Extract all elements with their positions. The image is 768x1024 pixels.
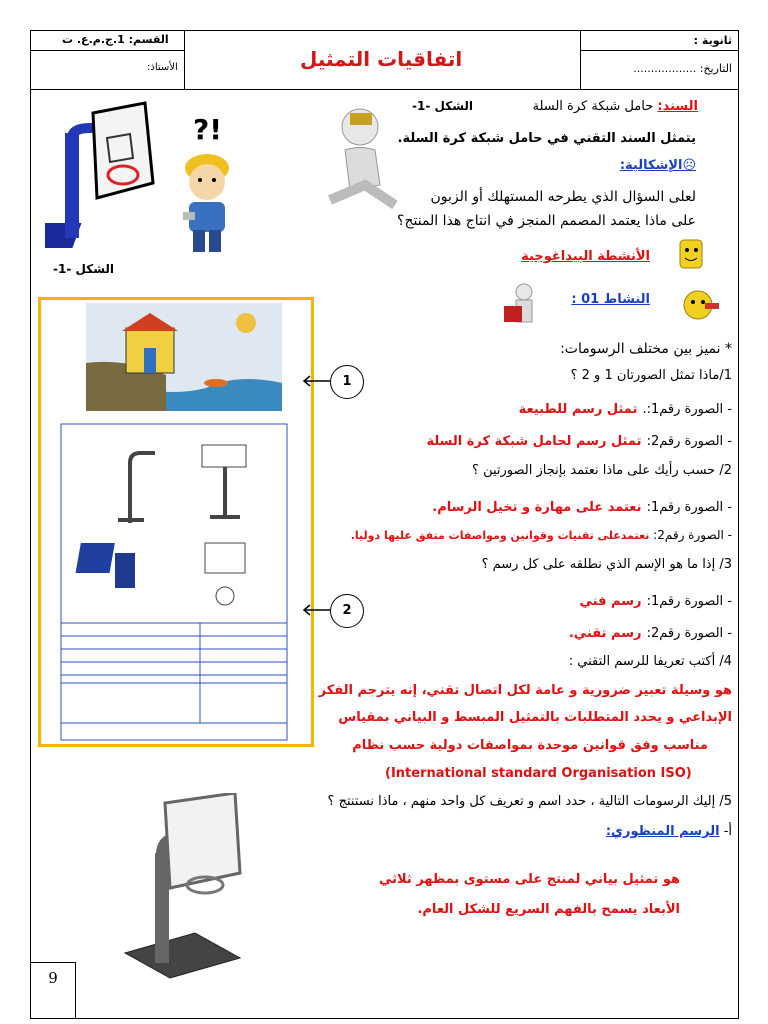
activity-1-label: النشاط 01 : xyxy=(571,292,650,307)
problem-line-2: على ماذا يعتمد المصمم المنجز في انتاج هذا المنتج؟ xyxy=(397,213,696,229)
item-a-label: أ- xyxy=(723,824,732,839)
page-number: 9 xyxy=(30,962,76,1019)
q3-answer-2 xyxy=(569,622,732,641)
question-3: 3/ إذا ما هو الإسم الذي نطلقه على كل رسم ؟ xyxy=(481,557,732,572)
q2-answer-1 xyxy=(432,496,732,515)
figure-1-ref: الشكل -1- xyxy=(412,99,474,113)
reading-figure-icon xyxy=(498,282,544,332)
sanad-label: السند: xyxy=(657,99,698,114)
perspective-def-2: الأبعاد يسمح بالفهم السريع للشكل العام. xyxy=(417,902,680,917)
pencil-character-icon xyxy=(672,236,712,274)
sanad-line xyxy=(532,99,698,114)
question-4: 4/ أكتب تعريفا للرسم التقني : xyxy=(568,654,732,669)
q1-img2-answer: تمثل رسم لحامل شبكة كرة السلة xyxy=(426,434,642,449)
date-label: التاريخ: .................. xyxy=(633,62,732,75)
q3-img2-label: - الصورة رقم2: xyxy=(646,626,732,641)
q1-img1-answer: تمثل رسم للطبيعة xyxy=(518,402,638,417)
definition-line-4: (International standard Organisation ISO) xyxy=(385,766,692,781)
nature-drawing-image xyxy=(86,303,282,411)
item-a-title: الرسم المنظوري: xyxy=(605,824,720,839)
q1-img2-label: - الصورة رقم2: xyxy=(646,434,732,449)
worker-character-icon xyxy=(175,150,245,260)
definition-line-1: هو وسيلة تعبير ضرورية و عامة لكل اتصال تقني، إنه يترجم الفكر xyxy=(318,683,732,698)
definition-line-3: مناسب وفق قوانين موحدة بمواصفات دولية حسب نظام xyxy=(352,738,708,753)
perspective-stand-image xyxy=(110,793,250,983)
problem-line-1: لعلى السؤال الذي يطرحه المستهلك أو الزبون xyxy=(430,189,696,205)
arrow-left-icon-2 xyxy=(300,602,332,618)
q2-img2-answer: نعتمدعلى تقنيات وقوانين ومواصفات متفق عليها دوليا. xyxy=(350,529,650,542)
page-title: اتفاقيات التمثيل xyxy=(300,47,463,71)
q1-answer-1 xyxy=(519,398,732,417)
arrow-left-icon xyxy=(300,373,332,389)
q1-answer-2 xyxy=(426,430,732,449)
teacher-label: الأستاذ: xyxy=(147,62,178,73)
figure-marker-2: 2 xyxy=(330,594,364,628)
q2-img2-label: - الصورة رقم2: xyxy=(653,528,732,542)
q1-img1-label: - الصورة رقم1:. xyxy=(642,402,732,417)
q2-img1-label: - الصورة رقم1: xyxy=(646,500,732,515)
q3-answer-1 xyxy=(580,590,733,609)
technical-drawing-image xyxy=(60,423,288,743)
section-label: القسم: 1.ج.م.ع. ت xyxy=(62,33,169,46)
figure-1-caption: الشكل -1- xyxy=(53,262,115,276)
definition-line-2: الإبداعي و يحدد المتطلبات بالتمثيل المبسط و البياني بمقياس xyxy=(338,710,732,725)
basketball-stand-illustration xyxy=(45,98,165,263)
question-5: 5/ إليك الرسومات التالية ، حدد اسم و تعريف كل واحد منهم ، ماذا نستنتج ؟ xyxy=(327,794,732,809)
activities-title: الأنشطة البيداغوجية xyxy=(521,249,650,264)
pencil-character-icon-2 xyxy=(680,285,720,323)
question-2: 2/ حسب رأيك على ماذا نعتمد بإنجاز الصورتين ؟ xyxy=(472,463,732,478)
school-label: ثانوية : xyxy=(693,34,732,47)
intro-statement: يتمثل السند التقني في حامل شبكة كرة السلة. xyxy=(397,131,696,146)
think-mark: !? xyxy=(193,113,223,146)
q3-img1-answer: رسم فني xyxy=(579,594,642,609)
question-1: 1/ماذا تمثل الصورتان 1 و 2 ؟ xyxy=(570,368,732,383)
q3-img2-answer: رسم تقني. xyxy=(568,626,642,641)
q2-answer-2 xyxy=(351,528,732,542)
perspective-def-1: هو تمثيل بياني لمنتج على مستوى بمظهر ثلاثي xyxy=(378,872,680,887)
q5-item-a xyxy=(606,824,732,839)
problem-label: ☹الإشكالية: xyxy=(619,158,696,173)
figure-marker-1: 1 xyxy=(330,365,364,399)
thinking-figure-icon xyxy=(325,105,405,215)
sanad-text: حامل شبكة كرة السلة xyxy=(532,99,654,114)
q2-img1-answer: نعتمد على مهارة و تخيل الرسام. xyxy=(432,500,642,515)
activity-intro: * نميز بين مختلف الرسومات: xyxy=(560,341,732,357)
q3-img1-label: - الصورة رقم1: xyxy=(646,594,732,609)
